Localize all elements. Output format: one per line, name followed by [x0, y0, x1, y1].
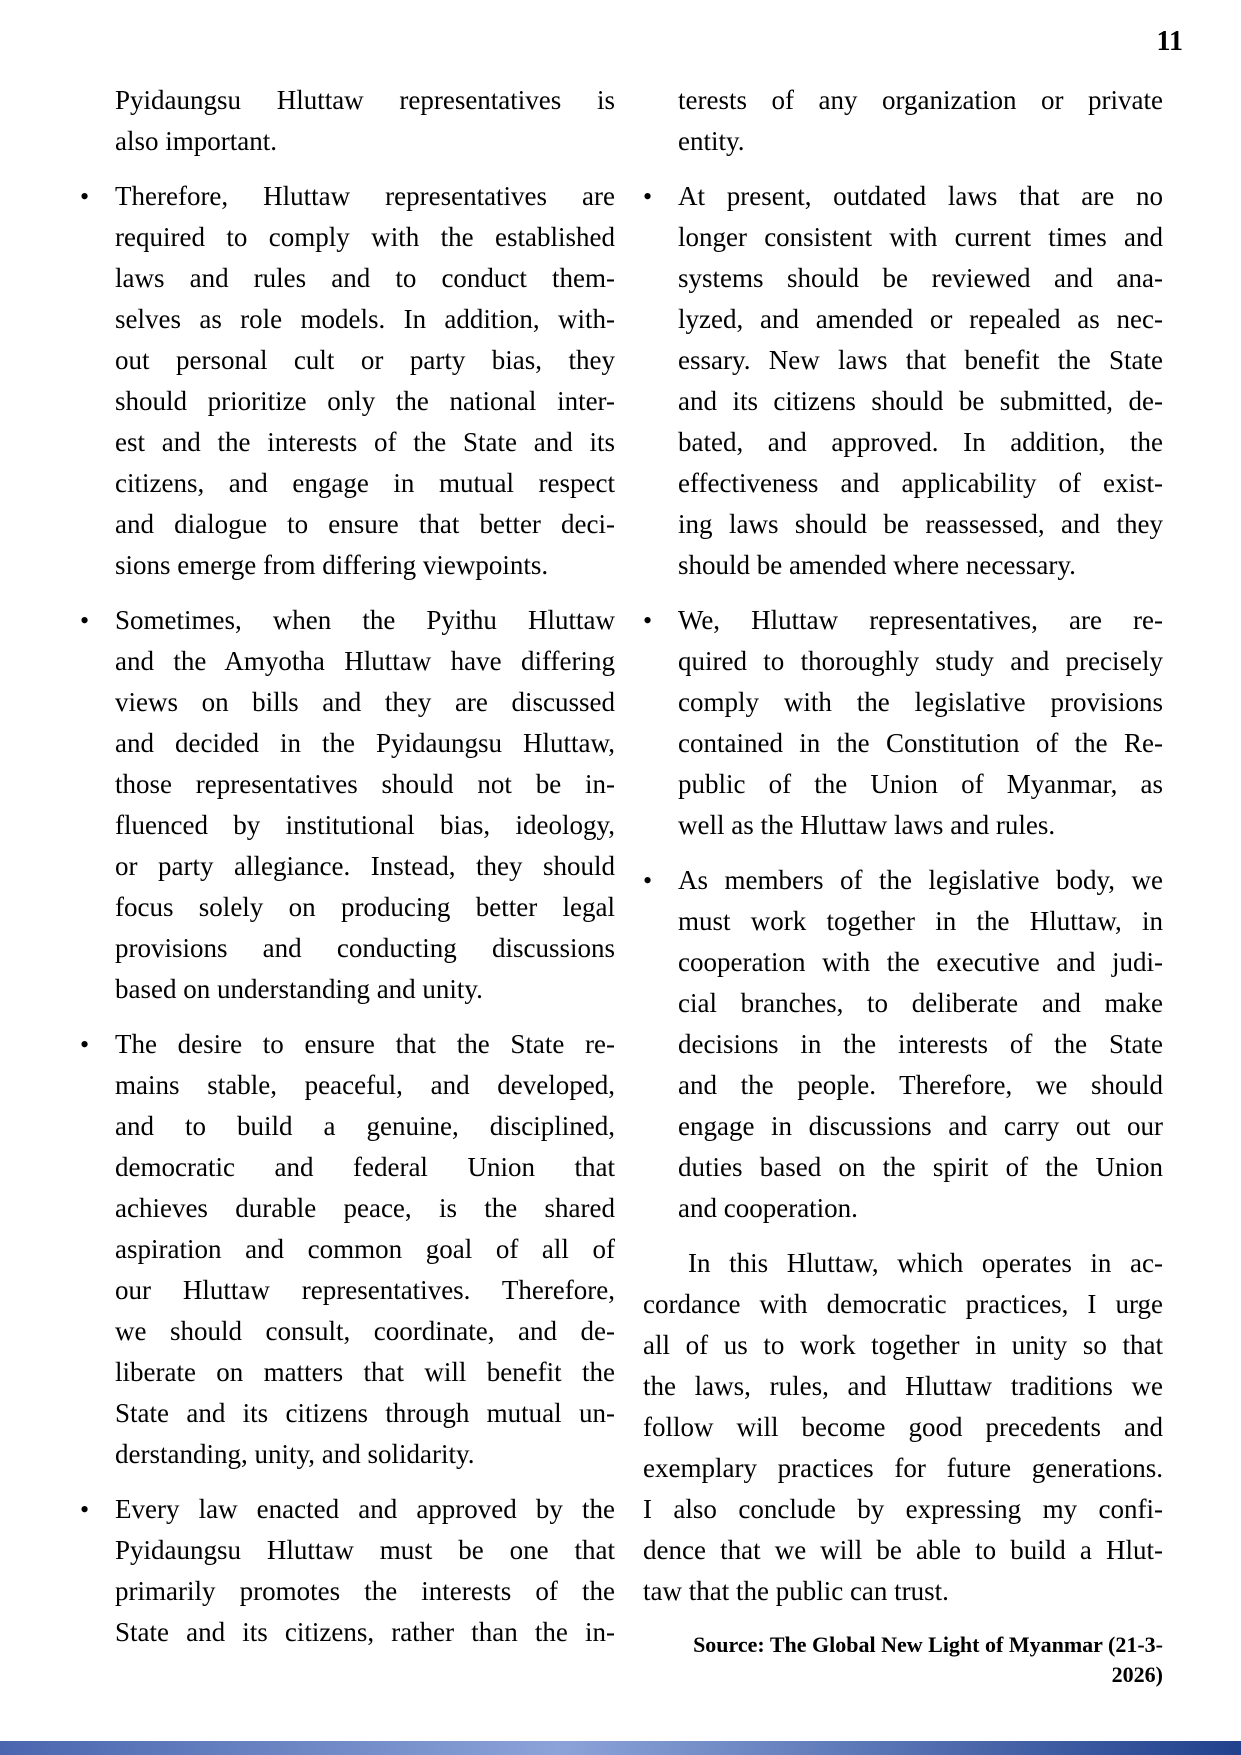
text-line: Pyidaungsu Hluttaw must be one that [115, 1535, 615, 1565]
text-line: must work together in the Hluttaw, in [678, 906, 1163, 936]
text-line: Pyidaungsu Hluttaw representatives is [115, 85, 615, 115]
text-line: State and its citizens through mutual un- [115, 1398, 615, 1428]
bullet-marker: • [80, 1030, 90, 1059]
bullet-item [643, 860, 1163, 1229]
text-line: lyzed, and amended or repealed as nec- [678, 304, 1163, 334]
text-line: exemplary practices for future generations. [643, 1453, 1163, 1483]
text-line: cial branches, to deliberate and make [678, 988, 1163, 1018]
text-line: follow will become good precedents and [643, 1412, 1163, 1442]
text-line: We, Hluttaw representatives, are re- [678, 605, 1163, 635]
text-line: and its citizens should be submitted, de- [678, 386, 1163, 416]
bullet-marker: • [80, 182, 90, 211]
text-line: based on understanding and unity. [115, 974, 483, 1004]
text-line: longer consistent with current times and [678, 222, 1163, 252]
text-line: we should consult, coordinate, and de- [115, 1316, 615, 1346]
text-line: systems should be reviewed and ana- [678, 263, 1163, 293]
text-line: dence that we will be able to build a Hlut- [643, 1535, 1163, 1565]
text-line: derstanding, unity, and solidarity. [115, 1439, 475, 1469]
bullet-item [643, 176, 1163, 586]
text-line: cordance with democratic practices, I urge [643, 1289, 1163, 1319]
page-number: 11 [1156, 26, 1183, 57]
text-line: ing laws should be reassessed, and they [678, 509, 1163, 539]
text-line: liberate on matters that will benefit the [115, 1357, 615, 1387]
text-line: those representatives should not be in- [115, 769, 615, 799]
text-line: sions emerge from differing viewpoints. [115, 550, 549, 580]
text-line: and the people. Therefore, we should [678, 1070, 1163, 1100]
text-line: bated, and approved. In addition, the [678, 427, 1163, 457]
text-line: should be amended where necessary. [678, 550, 1076, 580]
text-line: required to comply with the established [115, 222, 615, 252]
paragraph [678, 80, 1163, 162]
text-line: public of the Union of Myanmar, as [678, 769, 1163, 799]
text-line: duties based on the spirit of the Union [678, 1152, 1163, 1182]
text-line: Sometimes, when the Pyithu Hluttaw [115, 605, 615, 635]
text-line: comply with the legislative provisions [678, 687, 1163, 717]
paragraph [115, 80, 615, 162]
bullet-item [80, 1024, 615, 1475]
text-line: and dialogue to ensure that better deci- [115, 509, 615, 539]
bullet-marker: • [643, 866, 653, 895]
source-line: Source: The Global New Light of Myanmar (21-3-2026) [693, 1632, 1163, 1687]
paragraph [643, 1243, 1163, 1612]
text-line: In this Hluttaw, which operates in ac- [688, 1248, 1163, 1278]
bullet-item [643, 600, 1163, 846]
bullet-marker: • [80, 606, 90, 635]
text-line: primarily promotes the interests of the [115, 1576, 615, 1606]
bullet-marker: • [643, 182, 653, 211]
text-line: entity. [678, 126, 745, 156]
text-line: essary. New laws that benefit the State [678, 345, 1163, 375]
text-line: est and the interests of the State and its [115, 427, 615, 457]
text-line: State and its citizens, rather than the in- [115, 1617, 615, 1647]
text-line: taw that the public can trust. [643, 1576, 949, 1606]
text-line: democratic and federal Union that [115, 1152, 615, 1182]
text-line: As members of the legislative body, we [678, 865, 1163, 895]
text-line: terests of any organization or private [678, 85, 1163, 115]
text-line: our Hluttaw representatives. Therefore, [115, 1275, 615, 1305]
text-line: At present, outdated laws that are no [678, 181, 1163, 211]
text-line: decisions in the interests of the State [678, 1029, 1163, 1059]
footer-bar [0, 1741, 1241, 1755]
text-line: and the Amyotha Hluttaw have differing [115, 646, 615, 676]
text-line: selves as role models. In addition, with- [115, 304, 615, 334]
text-line: focus solely on producing better legal [115, 892, 615, 922]
text-line: Every law enacted and approved by the [115, 1494, 615, 1524]
text-line: I also conclude by expressing my confi- [643, 1494, 1163, 1524]
bullet-item [80, 176, 615, 586]
bullet-marker: • [80, 1495, 90, 1524]
text-line: aspiration and common goal of all of [115, 1234, 615, 1264]
text-line: out personal cult or party bias, they [115, 345, 615, 375]
text-line: achieves durable peace, is the shared [115, 1193, 615, 1223]
bullet-marker: • [643, 606, 653, 635]
text-line: and to build a genuine, disciplined, [115, 1111, 615, 1141]
text-line: views on bills and they are discussed [115, 687, 615, 717]
bullet-item [80, 600, 615, 1010]
text-line: and cooperation. [678, 1193, 858, 1223]
bullet-item [80, 1489, 615, 1653]
text-line: the laws, rules, and Hluttaw traditions we [643, 1371, 1163, 1401]
text-line: contained in the Constitution of the Re- [678, 728, 1163, 758]
text-line: engage in discussions and carry out our [678, 1111, 1163, 1141]
text-line: mains stable, peaceful, and developed, [115, 1070, 615, 1100]
text-line: effectiveness and applicability of exist- [678, 468, 1163, 498]
column-right [643, 80, 1163, 1690]
column-left [80, 80, 615, 1667]
text-line: also important. [115, 126, 277, 156]
text-line: or party allegiance. Instead, they should [115, 851, 615, 881]
text-line: laws and rules and to conduct them- [115, 263, 615, 293]
text-line: provisions and conducting discussions [115, 933, 615, 963]
text-line: Therefore, Hluttaw representatives are [115, 181, 615, 211]
text-line: The desire to ensure that the State re- [115, 1029, 615, 1059]
text-line: fluenced by institutional bias, ideology, [115, 810, 615, 840]
text-line: all of us to work together in unity so that [643, 1330, 1163, 1360]
text-line: cooperation with the executive and judi- [678, 947, 1163, 977]
text-line: quired to thoroughly study and precisely [678, 646, 1163, 676]
text-line: well as the Hluttaw laws and rules. [678, 810, 1056, 840]
text-line: citizens, and engage in mutual respect [115, 468, 615, 498]
text-line: and decided in the Pyidaungsu Hluttaw, [115, 728, 615, 758]
text-line: should prioritize only the national inter- [115, 386, 615, 416]
